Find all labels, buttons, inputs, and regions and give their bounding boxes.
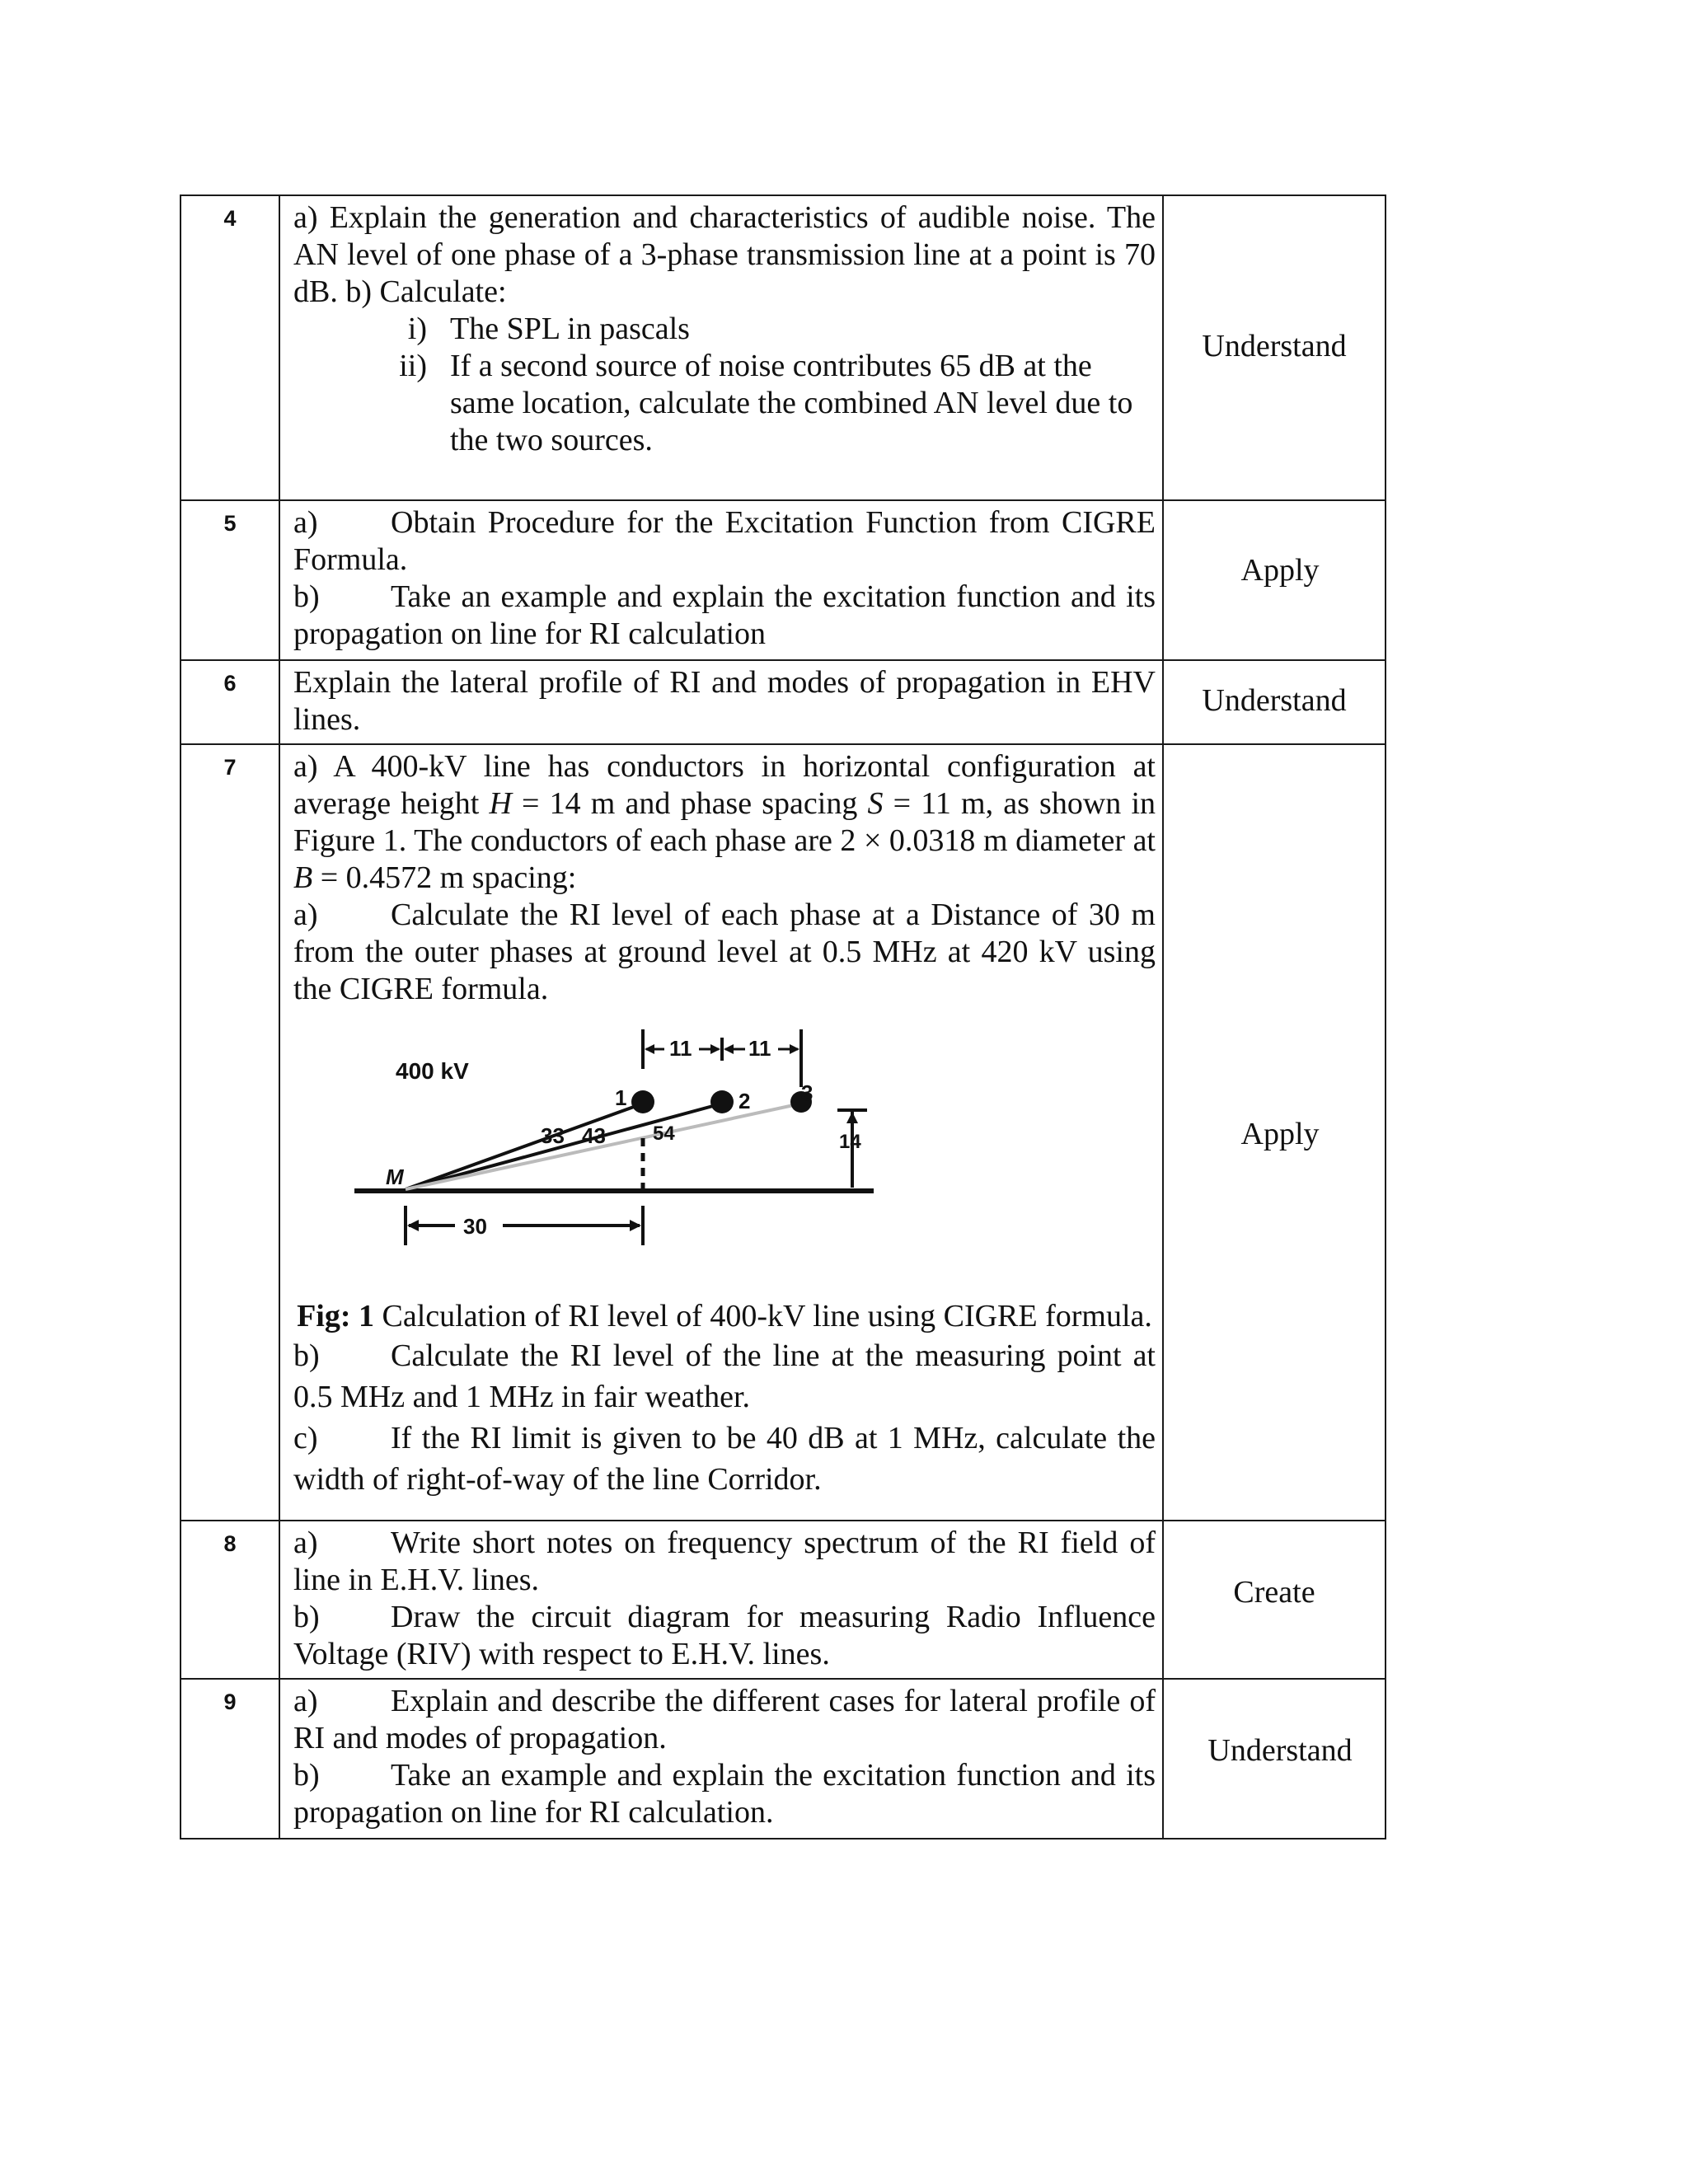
question-number: 9 <box>181 1679 279 1839</box>
part-text: If the RI limit is given to be 40 dB at 1 MHz, calculate the width of right-of-way of the line Corridor. <box>293 1421 1156 1497</box>
bloom-level: Understand <box>1163 195 1386 500</box>
distance-label-1: 33 <box>541 1123 565 1148</box>
sub-question-list <box>293 311 1156 459</box>
question-number: 5 <box>181 500 279 660</box>
question-part <box>293 504 1156 579</box>
part-text: Explain and describe the different cases for lateral profile of RI and modes of propagation. <box>293 1684 1156 1755</box>
question-part <box>293 1418 1156 1500</box>
question-text <box>279 1679 1163 1839</box>
bloom-level: Apply <box>1163 744 1386 1521</box>
sub-question-label: ii) <box>399 349 427 383</box>
part-label: b) <box>293 1758 320 1793</box>
part-label: a) <box>293 898 318 932</box>
list-item <box>369 348 1156 459</box>
part-label: a) <box>293 1526 318 1560</box>
spacing-label-1: 11 <box>669 1036 692 1061</box>
part-label: b) <box>293 1338 320 1373</box>
question-number: 4 <box>181 195 279 500</box>
question-part <box>293 1335 1156 1418</box>
question-text <box>279 744 1163 1521</box>
distance-label-2: 43 <box>582 1123 606 1148</box>
table-row <box>181 1521 1386 1679</box>
part-label: a) <box>293 505 318 540</box>
part-text: Obtain Procedure for the Excitation Function from CIGRE Formula. <box>293 505 1156 577</box>
phase-label-2: 2 <box>738 1089 751 1113</box>
table-row <box>181 195 1386 500</box>
point-label: M <box>386 1165 404 1189</box>
part-text: Write short notes on frequency spectrum of the RI field of line in E.H.V. lines. <box>293 1526 1156 1597</box>
question-intro: a) A 400-kV line has conductors in horizontal configuration at average height H = 14 m and phase spacing S = 11 m, as shown in Figure 1. The conductors of each phase are 2 × 0.0318 m diameter at B = 0.4572 m spacing: <box>293 749 1156 895</box>
height-label: 14 <box>839 1131 861 1153</box>
part-text: Calculate the RI level of the line at the measuring point at 0.5 MHz and 1 MHz in fair weather. <box>293 1338 1156 1414</box>
sub-question-text: If a second source of noise contributes 65 dB at the same location, calculate the combined AN level due to the two sources. <box>450 349 1133 457</box>
sub-question-text: The SPL in pascals <box>450 312 690 346</box>
part-text: Calculate the RI level of each phase at a Distance of 30 m from the outer phases at ground level at 0.5 MHz at 420 kV using the CIGRE formula. <box>293 898 1156 1006</box>
question-part <box>293 1525 1156 1599</box>
question-number: 7 <box>181 744 279 1521</box>
voltage-label: 400 kV <box>396 1058 469 1084</box>
question-part <box>293 579 1156 653</box>
question-number: 8 <box>181 1521 279 1679</box>
table-row <box>181 744 1386 1521</box>
table-row <box>181 500 1386 660</box>
phase-label-3: 3 <box>801 1080 814 1105</box>
line-configuration-diagram <box>293 1023 1151 1283</box>
phase-label-1: 1 <box>615 1085 627 1110</box>
question-number: 6 <box>181 660 279 744</box>
question-text: Explain the lateral profile of RI and modes of propagation in EHV lines. <box>279 660 1163 744</box>
spacing-label-2: 11 <box>748 1036 771 1061</box>
ground-distance-label: 30 <box>463 1214 487 1239</box>
part-text: Draw the circuit diagram for measuring Radio Influence Voltage (RIV) with respect to E.H.V. lines. <box>293 1600 1156 1671</box>
question-part <box>293 897 1156 1008</box>
distance-label-3: 54 <box>653 1122 675 1145</box>
question-intro: a) Explain the generation and characteristics of audible noise. The AN level of one phase of a 3-phase transmission line at a point is 70 dB. b) Calculate: <box>293 200 1156 309</box>
part-text: Take an example and explain the excitation function and its propagation on line for RI calculation. <box>293 1758 1156 1830</box>
bloom-level: Understand <box>1163 1679 1386 1839</box>
part-label: b) <box>293 579 320 614</box>
conductor-2 <box>710 1090 734 1113</box>
question-part <box>293 1757 1156 1831</box>
question-text <box>279 500 1163 660</box>
list-item <box>369 311 1156 348</box>
sub-question-label: i) <box>407 312 427 346</box>
bloom-level: Apply <box>1163 500 1386 660</box>
conductor-1 <box>631 1090 654 1113</box>
question-part <box>293 1683 1156 1757</box>
table-row <box>181 660 1386 744</box>
question-part <box>293 1599 1156 1673</box>
part-label: c) <box>293 1421 318 1455</box>
table-row <box>181 1679 1386 1839</box>
figure-caption: Fig: 1 Calculation of RI level of 400-kV line using CIGRE formula. <box>297 1299 1152 1333</box>
part-label: a) <box>293 1684 318 1718</box>
figure-1 <box>293 1023 1156 1283</box>
bloom-level: Understand <box>1163 660 1386 744</box>
part-label: b) <box>293 1600 320 1634</box>
question-table <box>180 194 1386 1840</box>
question-text <box>279 195 1163 500</box>
part-text: Take an example and explain the excitation function and its propagation on line for RI calculation <box>293 579 1156 651</box>
bloom-level: Create <box>1163 1521 1386 1679</box>
question-text <box>279 1521 1163 1679</box>
